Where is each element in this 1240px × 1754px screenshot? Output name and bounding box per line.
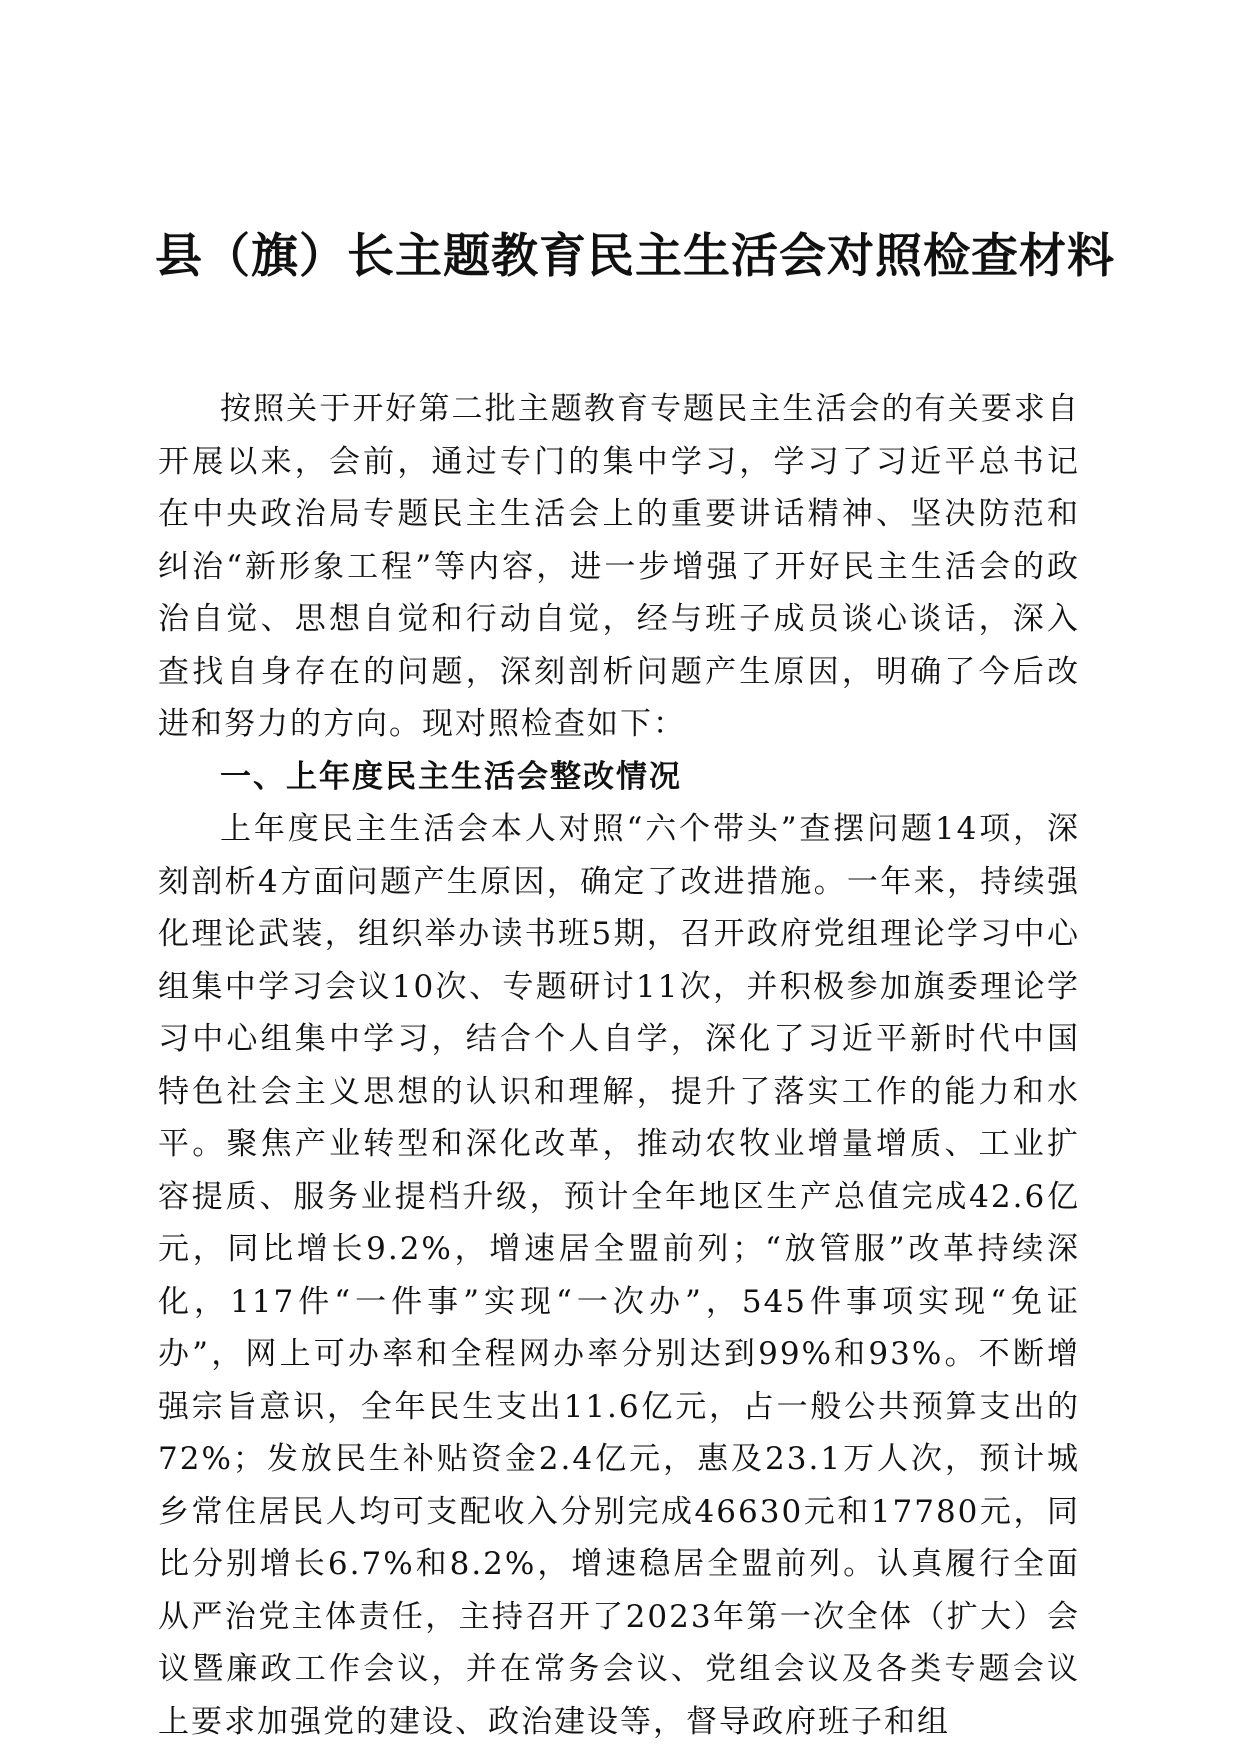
intro-paragraph: 按照关于开好第二批主题教育专题民主生活会的有关要求自开展以来，会前，通过专门的集中学习，学习了习近平总书记在中央政治局专题民主生活会上的重要讲话精神、坚决防范和纠治“新形象工程”等内容，进一步增强了开好民主生活会的政治自觉、思想自觉和行动自觉，经与班子成员谈心谈话，深入查找自身存在的问题，深刻剖析问题产生原因，明确了今后改进和努力的方向。现对照检查如下： [158, 391, 1080, 742]
section-1-paragraph: 上年度民主生活会本人对照“六个带头”查摆问题14项，深刻剖析4方面问题产生原因，确定了改进措施。一年来，持续强化理论武装，组织举办读书班5期，召开政府党组理论学习中心组集中学习会议10次、专题研讨11次，并积极参加旗委理论学习中心组集中学习，结合个人自学，深化了习近平新时代中国特色社会主义思想的认识和理解，提升了落实工作的能力和水平。聚焦产业转型和深化改革，推动农牧业增量增质、工业扩容提质、服务业提档升级，预计全年地区生产总值完成42.6亿元，同比增长9.2%，增速居全盟前列；“放管服”改革持续深化，117件“一件事”实现“一次办”，545件事项实现“免证办”，网上可办率和全程网办率分别达到99%和93%。不断增强宗旨意识，全年民生支出11.6亿元，占一般公共预算支出的72%；发放民生补贴资金2.4亿元，惠及23.1万人次，预计城乡常住居民人均可支配收入分别完成46630元和17780元，同比分别增长6.7%和8.2%，增速稳居全盟前列。认真履行全面从严治党主体责任，主持召开了2023年第一次全体（扩大）会议暨廉政工作会议，并在常务会议、党组会议及各类专题会议上要求加强党的建设、政治建设等，督导政府班子和组 [158, 811, 1080, 1740]
document-body [158, 383, 1080, 1748]
section-1-heading: 一、上年度民主生活会整改情况 [220, 758, 682, 795]
document-title: 县（旗）长主题教育民主生活会对照检查材料 [155, 229, 1115, 284]
